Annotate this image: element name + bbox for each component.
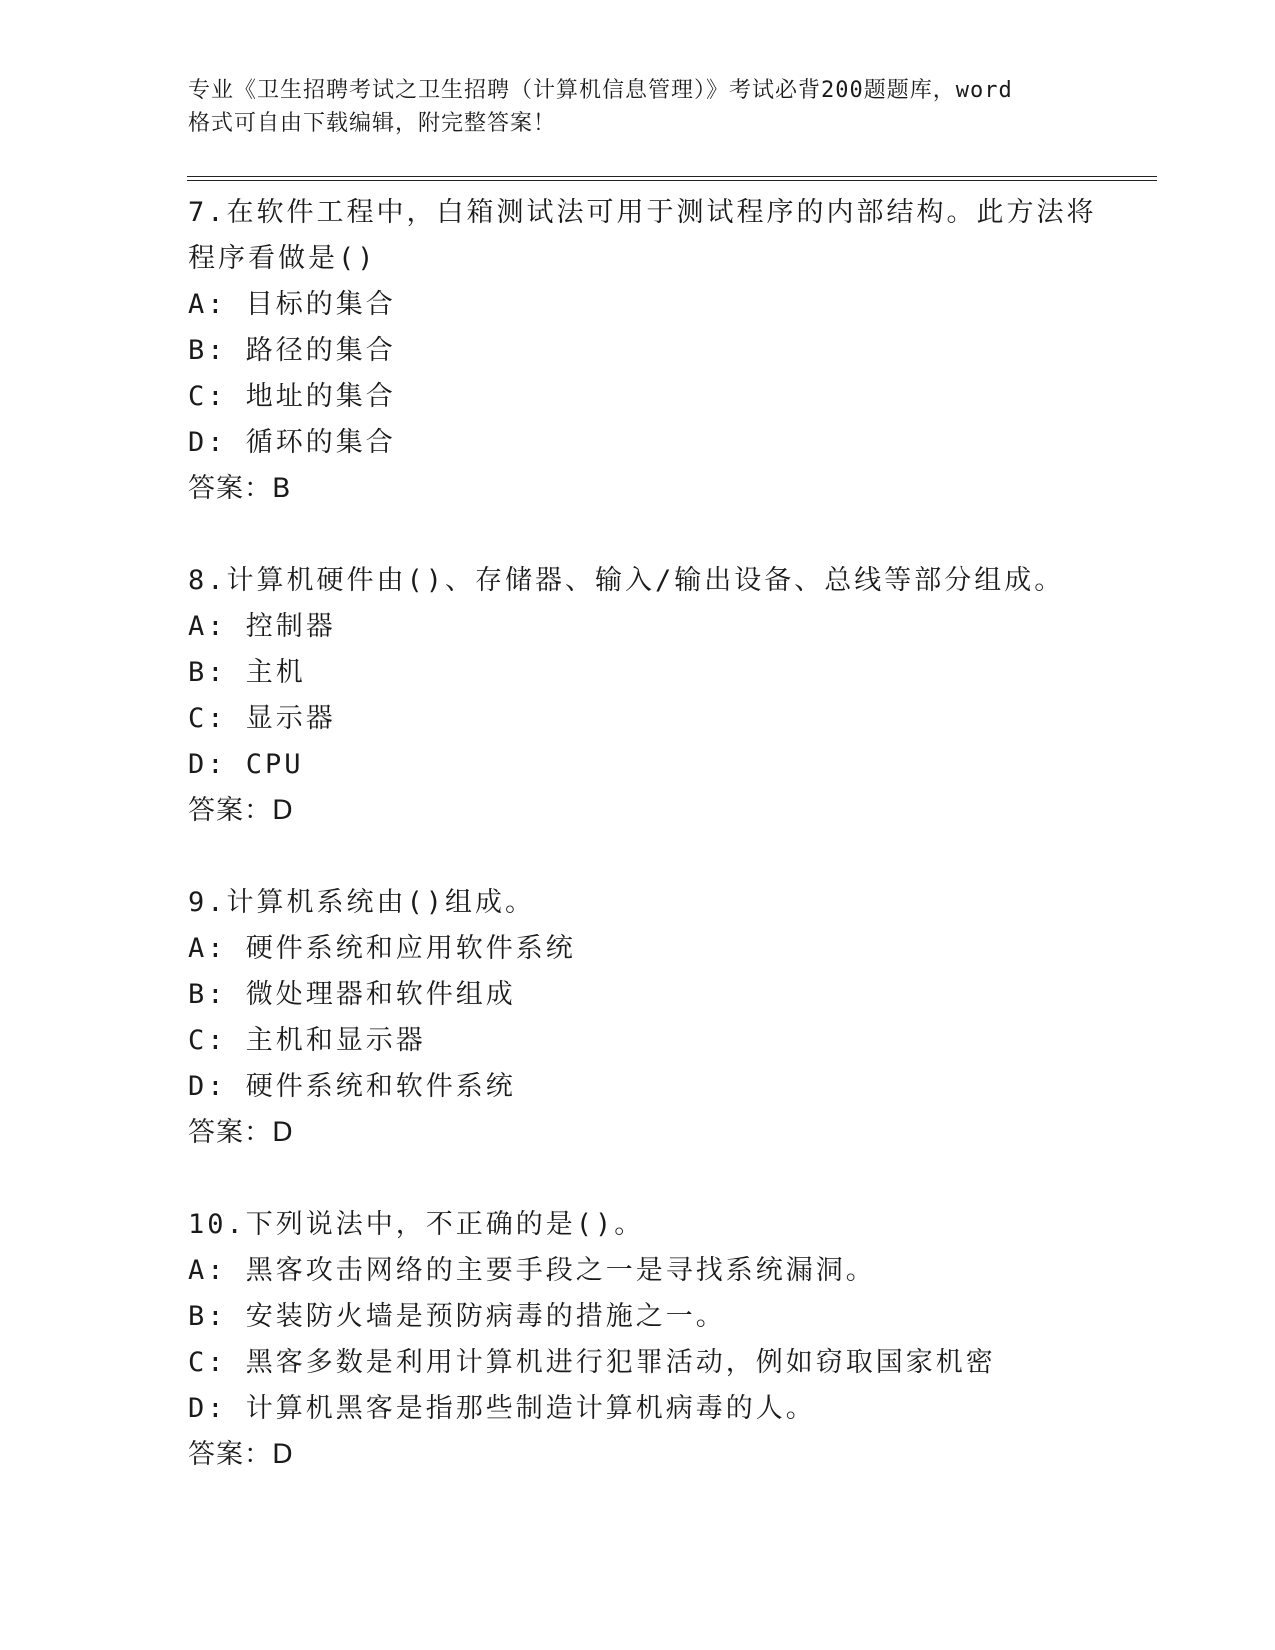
question-8 — [188, 558, 1148, 834]
answer: 答案：D — [188, 795, 294, 826]
option-d: D: CPU — [188, 749, 304, 780]
header-line-2: 格式可自由下载编辑，附完整答案！ — [188, 111, 557, 136]
option-d: D: 计算机黑客是指那些制造计算机病毒的人。 — [188, 1393, 816, 1424]
option-b: B: 主机 — [188, 657, 306, 688]
question-10 — [188, 1202, 1148, 1478]
option-c: C: 显示器 — [188, 703, 336, 734]
question-9 — [188, 880, 1148, 1156]
option-a: A: 目标的集合 — [188, 289, 396, 320]
question-7 — [188, 190, 1148, 512]
option-b: B: 微处理器和软件组成 — [188, 979, 516, 1010]
header-divider — [187, 176, 1157, 181]
question-list — [188, 190, 1148, 1524]
option-a: A: 硬件系统和应用软件系统 — [188, 933, 576, 964]
question-text: 8.计算机硬件由()、存储器、输入/输出设备、总线等部分组成。 — [188, 565, 1065, 596]
question-text: 9.计算机系统由()组成。 — [188, 887, 536, 918]
option-a: A: 黑客攻击网络的主要手段之一是寻找系统漏洞。 — [188, 1255, 876, 1286]
option-d: D: 硬件系统和软件系统 — [188, 1071, 516, 1102]
document-header — [188, 74, 1088, 140]
answer: 答案：D — [188, 1439, 294, 1470]
header-line-1: 专业《卫生招聘考试之卫生招聘（计算机信息管理）》考试必背200题题库，word — [188, 78, 1013, 103]
option-c: C: 黑客多数是利用计算机进行犯罪活动，例如窃取国家机密 — [188, 1347, 996, 1378]
question-text: 7.在软件工程中，白箱测试法可用于测试程序的内部结构。此方法将 — [188, 197, 1097, 228]
option-b: B: 安装防火墙是预防病毒的措施之一。 — [188, 1301, 726, 1332]
option-b: B: 路径的集合 — [188, 335, 396, 366]
question-text-continued: 程序看做是() — [188, 243, 377, 274]
option-c: C: 地址的集合 — [188, 381, 396, 412]
option-c: C: 主机和显示器 — [188, 1025, 426, 1056]
option-a: A: 控制器 — [188, 611, 336, 642]
question-text: 10.下列说法中，不正确的是()。 — [188, 1209, 645, 1240]
answer: 答案：B — [188, 473, 292, 504]
answer: 答案：D — [188, 1117, 294, 1148]
option-d: D: 循环的集合 — [188, 427, 396, 458]
